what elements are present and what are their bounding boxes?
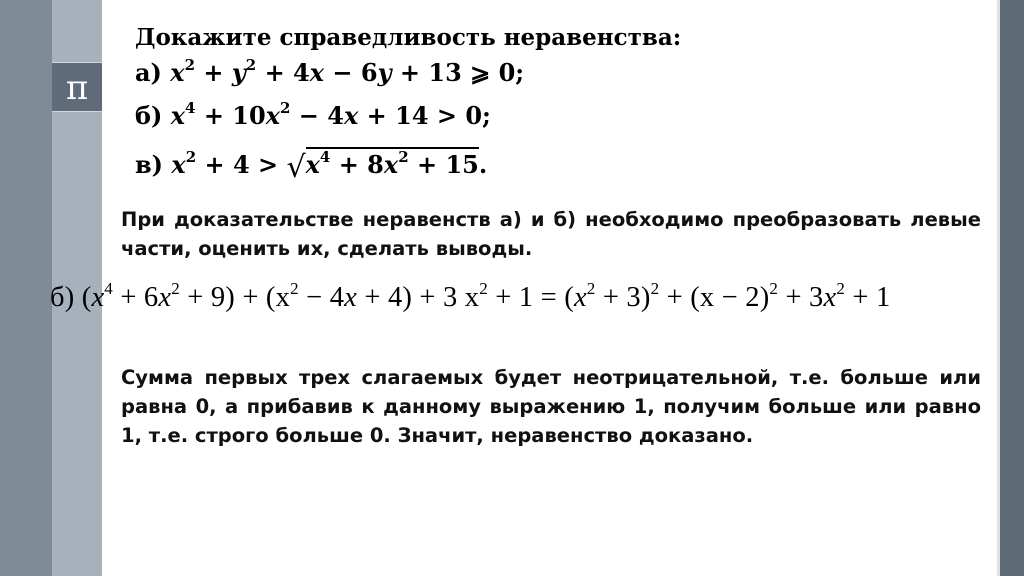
- right-decor-strip: [1000, 0, 1024, 576]
- equation-b-transform: б) $(x^4 + 6x^2 + 9) + (x^2 - 4x + 4) + 3$ $x^2 + 1 = (x^2 + 3)^2 + (x - 2)^2 + 3x^2 + 1$: [50, 279, 891, 313]
- inequality-b: б) $x^4 + 10x^2 - 4x + 14 > 0$;: [135, 99, 491, 130]
- label-b: б): [135, 101, 163, 130]
- explanation-paragraph-1: При доказательстве неравенств а) и б) необходимо преобразовать левые части, оценить их, сделать выводы.: [121, 208, 981, 260]
- label-a: а): [135, 58, 162, 87]
- explanation-paragraph-2: Сумма первых трех слагаемых будет неотрицательной, т.е. больше или равна 0, а прибавив к данному выражению 1, получим больше или равно 1, т.е. строго больше 0. Значит, неравенство доказано.: [121, 366, 981, 447]
- inequality-c: в) $x^2 + 4 > √x^4 + 8x^2 + 15$.: [135, 148, 488, 185]
- eq-label: б): [50, 282, 75, 313]
- label-c: в): [135, 150, 164, 179]
- left-decor-strip-dark: [0, 0, 52, 576]
- inequality-a: а) $x^2 + y^2 + 4x - 6y + 13$ ⩾ 0;: [135, 56, 525, 87]
- task-heading: Докажите справедливость неравенства:: [135, 24, 682, 51]
- pi-icon: π: [52, 62, 102, 112]
